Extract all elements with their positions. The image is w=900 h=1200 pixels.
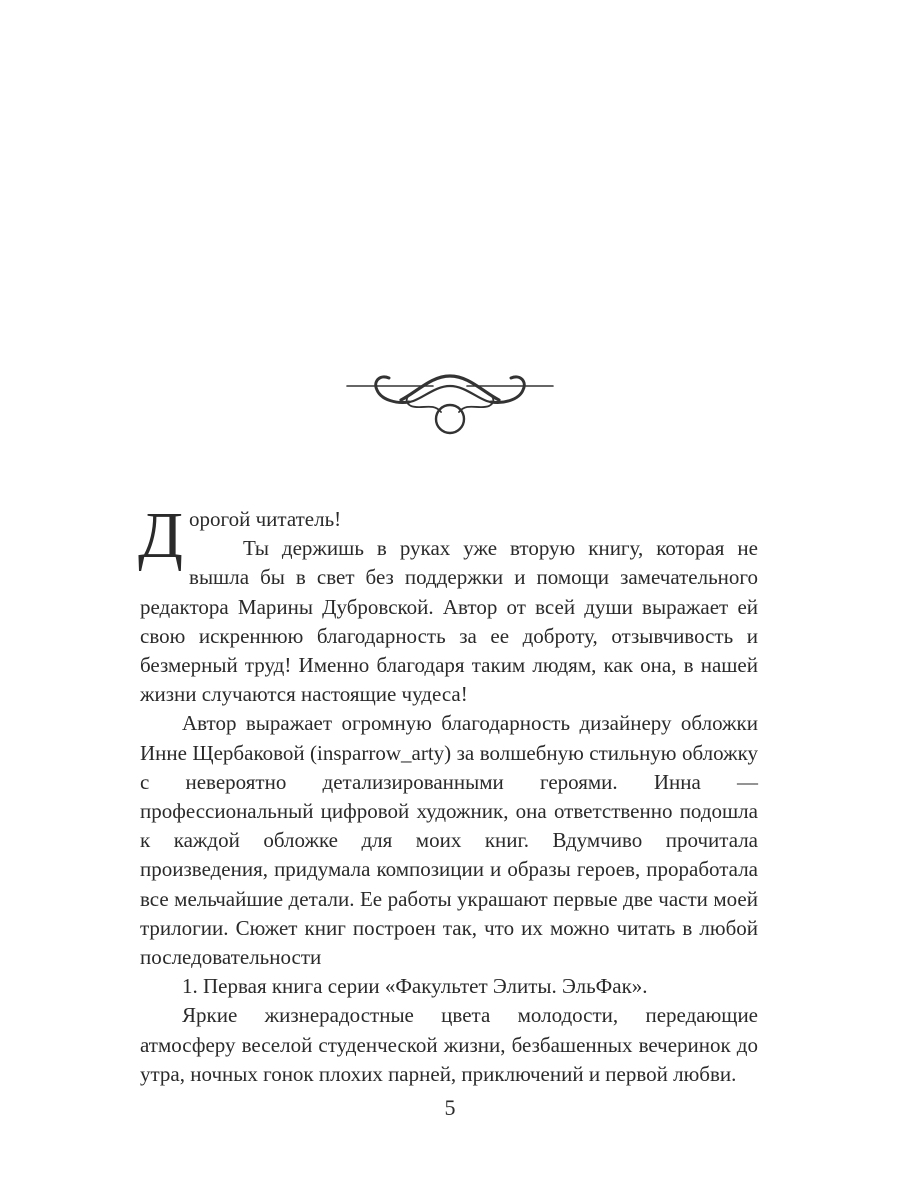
page-number: 5	[444, 1095, 456, 1120]
greeting-line: орогой читатель!	[189, 507, 342, 531]
drop-cap: Д	[138, 499, 184, 572]
list-item-1: 1. Первая книга серии «Факультет Элиты. ЭльФак».	[182, 974, 648, 999]
page-body	[138, 499, 758, 1089]
opening-paragraph	[138, 499, 758, 709]
paragraph-2: Автор выражает огромную благодарность дизайнеру обложки Инне Щербаковой (insparrow_arty) за волшебную стильную обложку с невероятно детализированными героями. Инна — профессиональный цифровой художник, она ответственно подошла к каждой обложке для моих книг. Вдумчиво прочитала произведения, придумала композиции и образы героев, проработала все мельчайшие детали. Ее работы украшают первые две части моей трилогии. Сюжет книг построен так, что их можно читать в любой последовательности	[140, 711, 758, 970]
paragraph-1: Ты держишь в руках уже вторую книгу, которая не вышла бы в свет без поддержки и помощи замечательного редактора Марины Дубровской. Автор от всей души выражает ей свою искреннюю благодарность за ее доброту, отзывчивость и безмерный труд! Именно благодаря таким людям, как она, в нашей жизни случаются настоящие чудеса!	[140, 536, 758, 707]
paragraph-3: Яркие жизнерадостные цвета молодости, передающие атмосферу веселой студенческой жизни, безбашенных вечеринок до утра, ночных гонок плохих парней, приключений и первой любви.	[140, 1003, 758, 1086]
flourish-divider-icon	[345, 372, 555, 438]
